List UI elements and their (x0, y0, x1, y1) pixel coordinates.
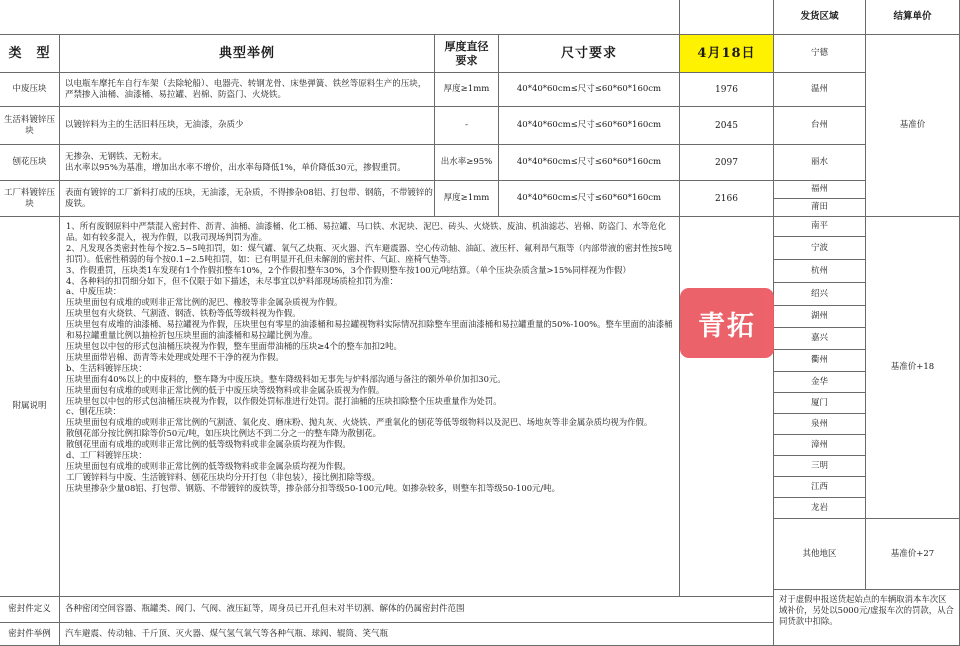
row-size: 40*40*60cm≤尺寸≤60*60*160cm (499, 107, 680, 145)
type-header: 类 型 (0, 35, 60, 73)
region-cell: 宁波 (774, 237, 866, 260)
region-cell: 衢州 (774, 350, 866, 372)
date-header: 4月18日 (680, 35, 774, 73)
region-cell: 南平 (774, 217, 866, 237)
date-column-blank (680, 217, 774, 597)
region-cell: 宁德 (774, 35, 866, 73)
region-cell: 泉州 (774, 414, 866, 435)
price-plus18: 基准价+18 (866, 217, 960, 519)
row-size: 40*40*60cm≤尺寸≤60*60*160cm (499, 181, 680, 217)
attach-label: 附属说明 (0, 217, 60, 597)
row-size: 40*40*60cm≤尺寸≤60*60*160cm (499, 145, 680, 181)
sealed-ex-label: 密封件举例 (0, 623, 60, 646)
row-type: 中废压块 (0, 73, 60, 107)
region-cell: 莆田 (774, 199, 866, 217)
region-cell: 漳州 (774, 435, 866, 456)
row-thickness: 厚度≥1mm (435, 73, 499, 107)
header-blank (0, 0, 680, 35)
row-example: 以镀锌料为主的生活旧料压块，无油漆，杂质少 (60, 107, 435, 145)
region-cell: 龙岩 (774, 498, 866, 519)
thickness-header: 厚度直径 要求 (435, 35, 499, 73)
price-base: 基准价 (866, 35, 960, 217)
penalty-note: 对于虚假申报送货起始点的车辆取消本车次区域补价，另处以5000元/虚报车次的罚款，从合同货款中扣除。 (774, 590, 960, 646)
row-price: 1976 (680, 73, 774, 107)
row-example: 以电瓶车摩托车自行车架（去除轮船）、电器壳、转钢龙骨、床垫弹簧、铁丝等原料生产的压块，严禁掺入油桶、油漆桶、易拉罐、岩棉、防盗门、火烧铁。 (60, 73, 435, 107)
unit-price-header: 结算单价 (866, 0, 960, 35)
size-header: 尺寸要求 (499, 35, 680, 73)
watermark-badge: 青拓 (680, 288, 774, 358)
row-price: 2045 (680, 107, 774, 145)
region-cell: 丽水 (774, 145, 866, 181)
row-thickness: 出水率≥95% (435, 145, 499, 181)
row-type: 工厂料镀锌压块 (0, 181, 60, 217)
row-price: 2166 (680, 181, 774, 217)
row-example: 无掺杂、无钢铁、无粉末。 出水率以95%为基准，增加出水率不增价，出水率每降低1%，单价降低30元，掺假重罚。 (60, 145, 435, 181)
region-cell: 嘉兴 (774, 328, 866, 350)
row-size: 40*40*60cm≤尺寸≤60*60*160cm (499, 73, 680, 107)
row-example: 表面有镀锌的工厂新料打成的压块，无油漆，无杂质，不得掺杂08铝、打包带、钢筋，不带镀锌的废铁。 (60, 181, 435, 217)
sealed-def-label: 密封件定义 (0, 597, 60, 623)
region-cell: 江西 (774, 477, 866, 498)
header-blank-date (680, 0, 774, 35)
region-cell: 金华 (774, 372, 866, 393)
shipping-region-header: 发货区域 (774, 0, 866, 35)
region-cell: 台州 (774, 107, 866, 145)
row-type: 生活料镀锌压块 (0, 107, 60, 145)
row-price: 2097 (680, 145, 774, 181)
row-type: 刨花压块 (0, 145, 60, 181)
region-cell: 福州 (774, 181, 866, 199)
region-cell: 三明 (774, 456, 866, 477)
sealed-def-text: 各种密闭空间容器、瓶罐类、阀门、气阀、液压缸等，周身员已开孔但未对半切割、解体的仍属密封件范围 (60, 597, 774, 623)
region-cell-other: 其他地区 (774, 519, 866, 590)
examples-header: 典型举例 (60, 35, 435, 73)
sealed-ex-text: 汽车避震、传动轴、千斤顶、灭火器、煤气氢气氧气等各种气瓶、球阀、辊筒、笑气瓶 (60, 623, 774, 646)
price-plus27: 基准价+27 (866, 519, 960, 590)
region-cell: 温州 (774, 73, 866, 107)
region-cell: 厦门 (774, 393, 866, 414)
attach-notes: 1、所有废钢原料中严禁混入密封件、沥青、油桶、油漆桶、化工桶、易拉罐、马口铁、水泥块、泥巴、砖头、火烧铁、废油、机油滤芯、岩棉、防盗门、水等危化品。如有较多混入，视为作假，以我司现场判罚为准。 2、凡发现各类密封性每个按2.5~5吨扣罚，如：煤气罐、氧气乙炔瓶、灭火器、汽车避震器、空心传动轴、油缸、液压杆、氟利昂气瓶等（内部带液的密封性按5吨扣罚）。低密性稍弱的每个按0.1~2.5吨扣罚，如：已有明显开孔但未解剖的密封件、气缸、座椅气垫等。 3、作假重罚，压块类1车发现有1个作假扣整车10%，2个作假扣整车30%，3个作假则整车按100元/吨结算。（单个压块杂质含量>15%同样视为作假） 4、各种料的扣罚细分如下，但不仅限于如下描述，未尽事宜以炉料部现场质检扣罚为准： a、中废压块： 压块里面包有成堆的或则非正常比例的泥巴、橡胶等非金属杂质视为作假。 压块里包有火烧铁、气割渣、钢渣、铁粉等低等级料视为作假。 压块里包有成堆的油漆桶、易拉罐视为作假，压块里包有零星的油漆桶和易拉罐视物料实际情况扣除整车里面油漆桶和易拉罐重量的50%-100%。整车里面的油漆桶和易拉罐重量比例以抽检折包压块里面的油漆桶和易拉罐比例为准。 压块里包以中包的形式包油桶压块视为作假，整车里面带油桶的压块≥4个的整车加扣2吨。 压块里面带岩棉、沥青等未处理或处理不干净的视为作假。 b、生活料镀锌压块： 压块里面有40%以上的中废料的，整车降为中废压块。整车降级料如无事先与炉料部沟通与备注的额外单价加扣30元。 压块里面包有成堆的或则非正常比例的低于中废压块等级物料或非金属杂质视为作假。 压块里包以中包的形式包油桶压块视为作假，以作假处罚标准进行处罚。混打油桶的压块扣除整个压块重量作为处罚。 c、刨花压块： 压块里面包有成堆的或则非正常比例的气割渣、氧化皮、磨床粉、抛丸灰、火烧铁、严重氧化的刨花等低等级物料以及泥巴、场地灰等非金属杂质均视为作假。 散刨花部分按比例扣除等价50元/吨，如压块比例达不到二分之一的整车降为散刨花。 散刨花里面有成堆的或则非正常比例的低等级物料或非金属杂质均视为作假。 d、工厂料镀锌压块： 压块里面包有成堆的或则非正常比例的低等级物料或非金属杂质均视为作假。 工厂镀锌料与中废、生活镀锌料、刨花压块均分开打包（非包装），接比例扣除等级。 压块里掺杂少量08铝、打包带、钢筋、不带镀锌的废铁等，掺杂部分扣等级50-100元/吨。如掺杂较多，则整车扣等级50-100元/吨。 (60, 217, 680, 597)
region-cell: 湖州 (774, 306, 866, 328)
row-thickness: - (435, 107, 499, 145)
row-thickness: 厚度≥1mm (435, 181, 499, 217)
region-cell: 杭州 (774, 260, 866, 283)
region-cell: 绍兴 (774, 283, 866, 306)
